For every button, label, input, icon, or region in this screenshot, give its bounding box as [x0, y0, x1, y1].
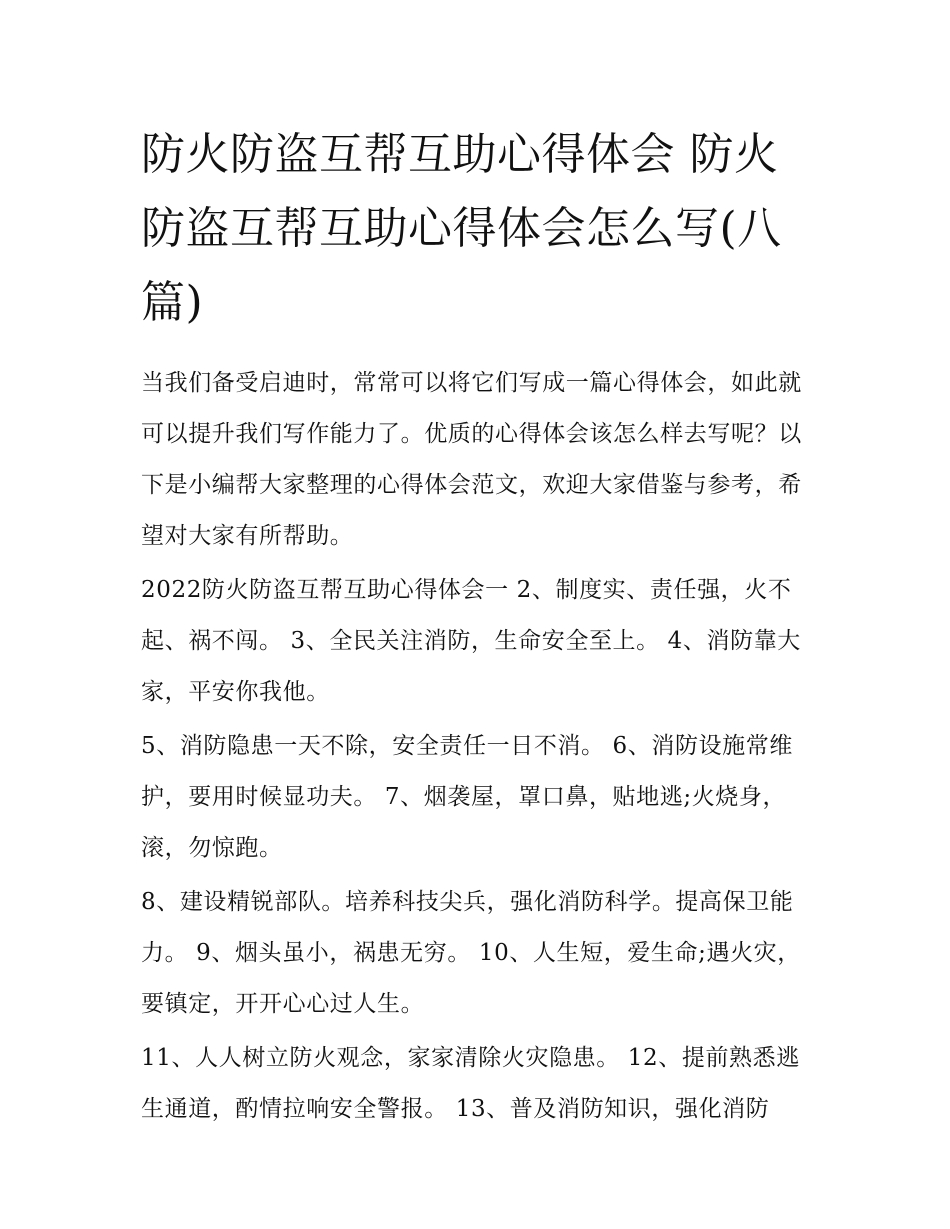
body-paragraph: 5、消防隐患一天不除，安全责任一日不消。 6、消防设施常维护，要用时候显功夫。 7、烟袭屋，罩口鼻，贴地逃;火烧身，滚，勿惊跑。 — [141, 733, 793, 861]
body-paragraph: 8、建设精锐部队。培养科技尖兵，强化消防科学。提高保卫能力。 9、烟头虽小，祸患无穷。 10、人生短，爱生命;遇火灾，要镇定，开开心心过人生。 — [141, 889, 801, 1017]
intro-paragraph: 当我们备受启迪时，常常可以将它们写成一篇心得体会，如此就可以提升我们写作能力了。优质的心得体会该怎么样去写呢？以下是小编帮大家整理的心得体会范文，欢迎大家借鉴与参考，希望对大家有所帮助。 — [141, 370, 802, 549]
body-paragraph: 2022防火防盗互帮互助心得体会一 2、制度实、责任强，火不起、祸不闯。 3、全民关注消防，生命安全至上。 4、消防靠大家，平安你我他。 — [141, 577, 801, 705]
document-title: 防火防盗互帮互助心得体会 防火防盗互帮互助心得体会怎么写(八篇) — [141, 129, 782, 328]
document-body — [141, 118, 813, 1135]
body-paragraph: 11、人人树立防火观念，家家清除火灾隐患。 12、提前熟悉逃生通道，酌情拉响安全警报。 13、普及消防知识，强化消防 — [141, 1045, 800, 1122]
